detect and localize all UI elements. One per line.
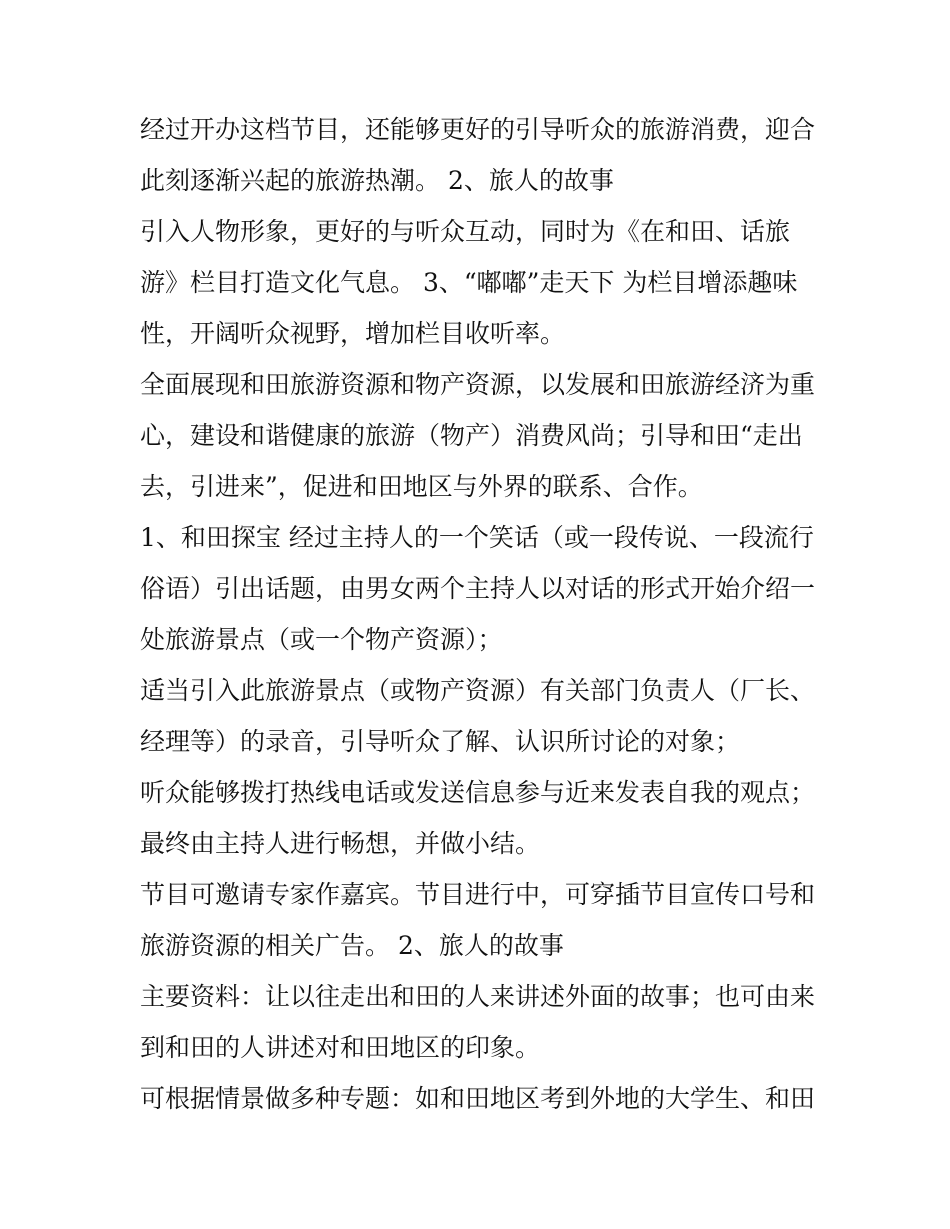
text-line: 经理等）的录音，引导听众了解、认识所讨论的对象； bbox=[140, 727, 741, 756]
text-line: 俗语）引出话题，由男女两个主持人以对话的形式开始介绍一 bbox=[140, 574, 816, 603]
text-line: 主要资料：让以往走出和田的人来讲述外面的故事；也可由来 bbox=[140, 982, 816, 1011]
document-page bbox=[140, 104, 830, 1124]
text-line: 性，开阔听众视野，增加栏目收听率。 bbox=[140, 319, 566, 348]
text-line: 经过开办这档节目，还能够更好的引导听众的旅游消费，迎合 bbox=[140, 115, 816, 144]
text-line: 最终由主持人进行畅想，并做小结。 bbox=[140, 829, 541, 858]
text-line: 引入人物形象，更好的与听众互动，同时为《在和田、话旅 bbox=[140, 217, 791, 246]
text-line: 到和田的人讲述对和田地区的印象。 bbox=[140, 1033, 541, 1062]
text-line: 此刻逐渐兴起的旅游热潮。 2、旅人的故事 bbox=[140, 166, 614, 195]
text-line: 1、和田探宝 经过主持人的一个笑话（或一段传说、一段流行 bbox=[140, 523, 814, 552]
text-line: 可根据情景做多种专题：如和田地区考到外地的大学生、和田 bbox=[140, 1084, 816, 1113]
text-line: 全面展现和田旅游资源和物产资源，以发展和田旅游经济为重 bbox=[140, 370, 816, 399]
text-line: 听众能够拨打热线电话或发送信息参与近来发表自我的观点； bbox=[140, 778, 816, 807]
text-line: 处旅游景点（或一个物产资源）； bbox=[140, 625, 503, 654]
text-line: 游》栏目打造文化气息。 3、“嘟嘟”走天下 为栏目增添趣味 bbox=[140, 268, 798, 297]
text-line: 旅游资源的相关广告。 2、旅人的故事 bbox=[140, 931, 564, 960]
text-line: 去，引进来”，促进和田地区与外界的联系、合作。 bbox=[140, 472, 703, 501]
text-line: 节目可邀请专家作嘉宾。节目进行中，可穿插节目宣传口号和 bbox=[140, 880, 816, 909]
text-line: 适当引入此旅游景点（或物产资源）有关部门负责人（厂长、 bbox=[140, 676, 816, 705]
text-line: 心，建设和谐健康的旅游（物产）消费风尚；引导和田“走出 bbox=[140, 421, 803, 450]
